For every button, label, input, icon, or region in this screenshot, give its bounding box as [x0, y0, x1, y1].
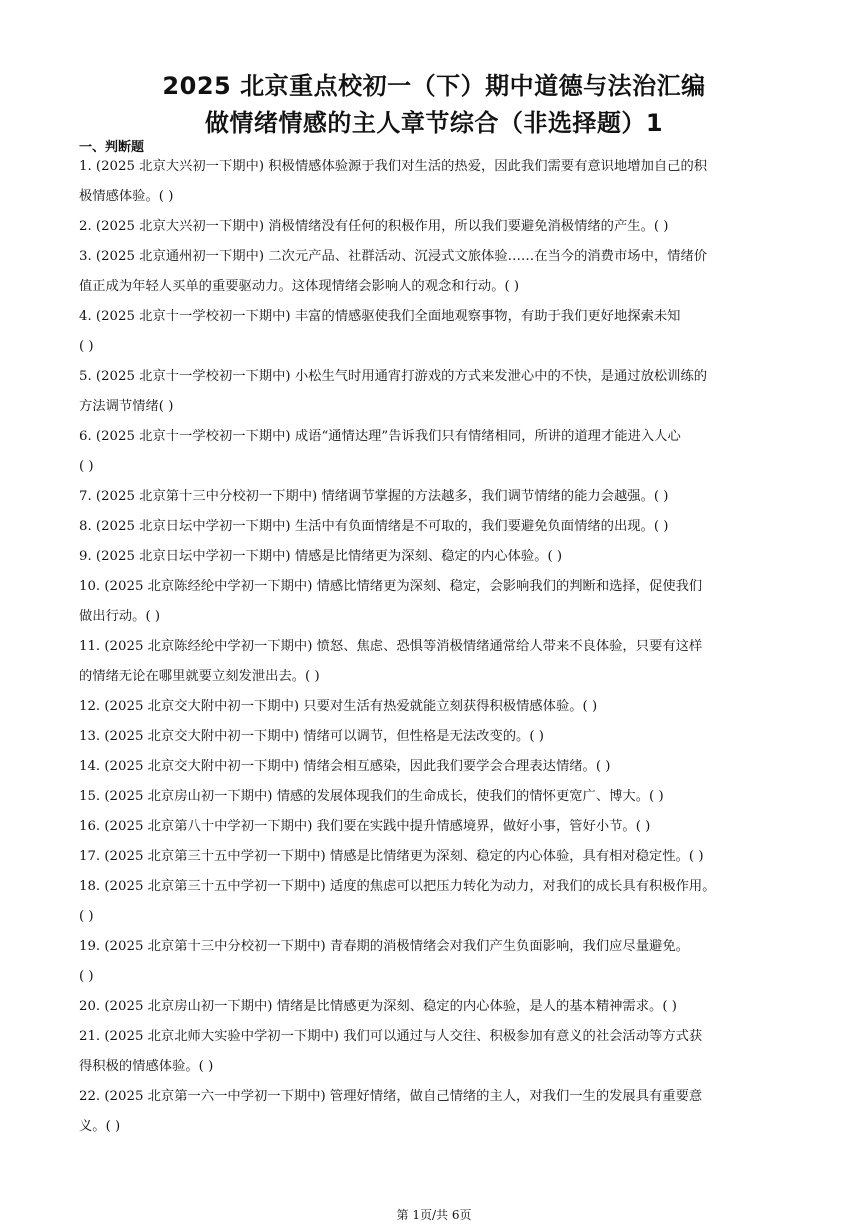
question-item: [79, 812, 794, 842]
question-text-line: 10. (2025 北京陈经纶中学初一下期中) 情感比情绪更为深刻、稳定，会影响我们的判断和选择，促使我们: [79, 579, 703, 594]
question-text-line: 13. (2025 北京交大附中初一下期中) 情绪可以调节，但性格是无法改变的。( ): [79, 729, 544, 744]
question-text-line: 4. (2025 北京十一学校初一下期中) 丰富的情感驱使我们全面地观察事物，有助于我们更好地探索未知: [79, 309, 681, 324]
question-text-line: 20. (2025 北京房山初一下期中) 情绪是比情感更为深刻、稳定的内心体验，是人的基本精神需求。( ): [79, 999, 677, 1014]
question-item: [79, 872, 794, 932]
question-text-line: 极情感体验。( ): [79, 189, 174, 204]
question-text-line: 9. (2025 北京日坛中学初一下期中) 情感是比情绪更为深刻、稳定的内心体验。( ): [79, 549, 563, 564]
question-text-line: 17. (2025 北京第三十五中学初一下期中) 情感是比情绪更为深刻、稳定的内心体验，具有相对稳定性。( ): [79, 849, 704, 864]
question-text-line: ( ): [79, 909, 94, 924]
question-item: [79, 152, 794, 212]
question-item: [79, 932, 794, 992]
question-text-line: 义。( ): [79, 1119, 121, 1134]
section-heading: 一、判断题: [79, 140, 145, 155]
question-text-line: 15. (2025 北京房山初一下期中) 情感的发展体现我们的生命成长，使我们的情怀更宽广、博大。( ): [79, 789, 664, 804]
question-text-line: 6. (2025 北京十一学校初一下期中) 成语“通情达理”告诉我们只有情绪相同，所讲的道理才能进入人心: [79, 429, 681, 444]
question-item: [79, 722, 794, 752]
question-text-line: 22. (2025 北京第一六一中学初一下期中) 管理好情绪，做自己情绪的主人，对我们一生的发展具有重要意: [79, 1089, 703, 1104]
question-item: [79, 572, 794, 632]
question-item: [79, 302, 794, 362]
question-item: [79, 212, 794, 242]
question-item: [79, 992, 794, 1022]
document-title: 2025 北京重点校初一（下）期中道德与法治汇编: [162, 72, 706, 100]
question-text-line: 16. (2025 北京第八十中学初一下期中) 我们要在实践中提升情感境界，做好小事，管好小节。( ): [79, 819, 651, 834]
question-item: [79, 1082, 794, 1142]
question-item: [79, 542, 794, 572]
question-text-line: 21. (2025 北京北师大实验中学初一下期中) 我们可以通过与人交往、积极参加有意义的社会活动等方式获: [79, 1029, 703, 1044]
document-subtitle: 做情绪情感的主人章节综合（非选择题）1: [204, 109, 664, 137]
question-text-line: 12. (2025 北京交大附中初一下期中) 只要对生活有热爱就能立刻获得积极情感体验。( ): [79, 699, 598, 714]
question-item: [79, 512, 794, 542]
question-item: [79, 632, 794, 692]
question-item: [79, 422, 794, 482]
question-item: [79, 752, 794, 782]
question-text-line: 18. (2025 北京第三十五中学初一下期中) 适度的焦虑可以把压力转化为动力，对我们的成长具有积极作用。: [79, 879, 716, 894]
question-text-line: 2. (2025 北京大兴初一下期中) 消极情绪没有任何的积极作用，所以我们要避免消极情绪的产生。( ): [79, 219, 669, 234]
question-text-line: ( ): [79, 969, 94, 984]
question-item: [79, 842, 794, 872]
question-item: [79, 242, 794, 302]
question-text-line: ( ): [79, 339, 94, 354]
question-item: [79, 482, 794, 512]
question-item: [79, 692, 794, 722]
question-item: [79, 782, 794, 812]
question-text-line: 3. (2025 北京通州初一下期中) 二次元产品、社群活动、沉浸式文旅体验……在当今的消费市场中，情绪价: [79, 249, 708, 264]
question-text-line: 5. (2025 北京十一学校初一下期中) 小松生气时用通宵打游戏的方式来发泄心中的不快，是通过放松训练的: [79, 369, 708, 384]
question-item: [79, 1022, 794, 1082]
question-text-line: 得积极的情感体验。( ): [79, 1059, 214, 1074]
question-text-line: 11. (2025 北京陈经纶中学初一下期中) 愤怒、焦虑、恐惧等消极情绪通常给人带来不良体验，只要有这样: [79, 639, 703, 654]
question-text-line: ( ): [79, 459, 94, 474]
question-text-line: 8. (2025 北京日坛中学初一下期中) 生活中有负面情绪是不可取的，我们要避免负面情绪的出现。( ): [79, 519, 669, 534]
question-text-line: 1. (2025 北京大兴初一下期中) 积极情感体验源于我们对生活的热爱，因此我们需要有意识地增加自己的积: [79, 159, 708, 174]
question-text-line: 方法调节情绪( ): [79, 399, 174, 414]
question-text-line: 的情绪无论在哪里就要立刻发泄出去。( ): [79, 669, 320, 684]
question-text-line: 7. (2025 北京第十三中分校初一下期中) 情绪调节掌握的方法越多，我们调节情绪的能力会越强。( ): [79, 489, 669, 504]
question-text-line: 做出行动。( ): [79, 609, 161, 624]
question-text-line: 19. (2025 北京第十三中分校初一下期中) 青春期的消极情绪会对我们产生负面影响，我们应尽量避免。: [79, 939, 689, 954]
question-item: [79, 362, 794, 422]
question-text-line: 14. (2025 北京交大附中初一下期中) 情绪会相互感染，因此我们要学会合理表达情绪。( ): [79, 759, 611, 774]
question-text-line: 值正成为年轻人买单的重要驱动力。这体现情绪会影响人的观念和行动。( ): [79, 279, 520, 294]
page-footer: 第 1页/共 6页: [396, 1208, 472, 1222]
